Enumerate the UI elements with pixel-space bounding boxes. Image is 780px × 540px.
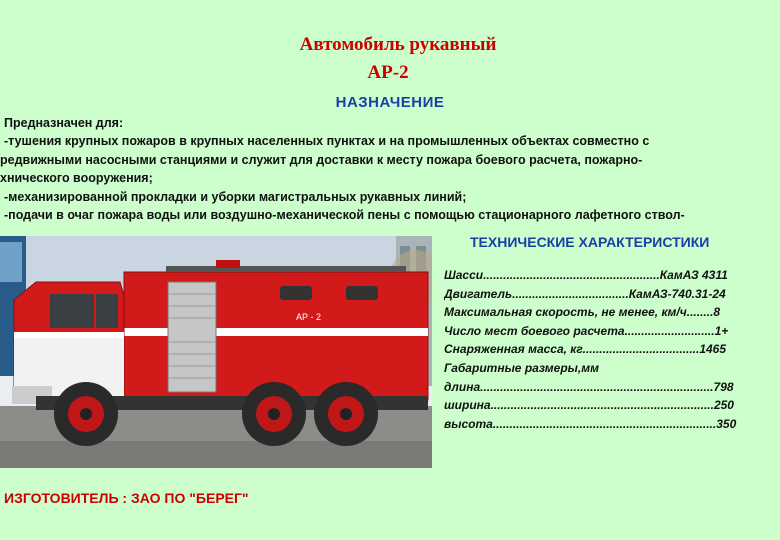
purpose-line: -подачи в очаг пожара воды или воздушно-механической пены с помощью стационарного лафетного ствол- [4,208,685,223]
truck-label: АР - 2 [296,312,322,322]
specs-list [444,266,780,433]
fire-truck-image [0,236,432,468]
spec-mass: Снаряженная масса, кг...................................1465 [444,342,727,357]
spec-engine: Двигатель...................................КамАЗ-740.31-24 [444,286,726,301]
spec-width: ширина...................................................................250 [444,398,734,413]
manufacturer: ИЗГОТОВИТЕЛЬ : ЗАО ПО "БЕРЕГ" [4,490,249,506]
purpose-line: Предназначен для: [4,116,124,130]
page-subtitle: АР-2 [367,62,409,83]
spec-chassis: Шасси.....................................................КамАЗ 4311 [444,268,728,282]
purpose-line: -механизированной прокладки и уборки магистральных рукавных линий; [4,189,467,204]
specs-heading: ТЕХНИЧЕСКИЕ ХАРАКТЕРИСТИКИ [470,234,710,250]
purpose-line: редвижными насосными станциями и служит для доставки к месту пожара боевого расчета, пожарно- [0,152,643,167]
purpose-heading: НАЗНАЧЕНИЕ [335,94,445,111]
truck-photo [0,236,432,468]
spec-height: высота...................................................................350 [444,416,737,431]
spec-crew: Число мест боевого расчета...........................1+ [444,323,729,338]
page-title: Автомобиль рукавный [299,34,497,55]
spec-max-speed: Максимальная скорость, не менее, км/ч........8 [444,305,721,320]
purpose-text [0,114,780,224]
purpose-line: -тушения крупных пожаров в крупных населенных пунктах и на промышленных объектах совместно с [4,134,650,149]
purpose-line: хнического вооружения; [0,171,153,186]
spec-dimensions-heading: Габаритные размеры,мм [444,360,600,375]
spec-length: длина......................................................................798 [444,379,734,394]
